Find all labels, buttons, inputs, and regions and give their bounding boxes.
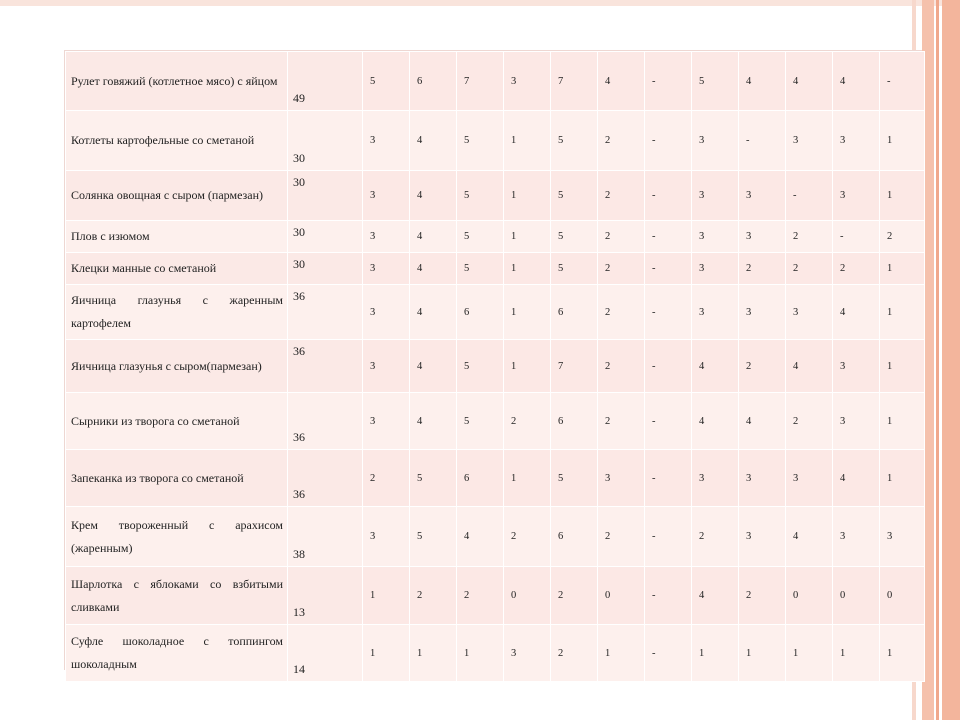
dish-name-cell: Яичница глазунья с жаренным картофелем: [66, 285, 288, 340]
value-cell: 2: [363, 450, 410, 507]
value-cell: 3: [692, 111, 739, 171]
dish-name-cell: Шарлотка с яблоками со взбитыми сливками: [66, 567, 288, 625]
quantity-cell: 38: [288, 507, 363, 567]
value-cell: 3: [739, 221, 786, 253]
value-cell: 2: [410, 567, 457, 625]
value-cell: 1: [504, 111, 551, 171]
value-cell: 2: [504, 393, 551, 450]
value-cell: 2: [598, 393, 645, 450]
value-cell: 1: [504, 171, 551, 221]
value-cell: 0: [504, 567, 551, 625]
value-cell: 2: [457, 567, 504, 625]
table-row: [66, 111, 925, 171]
value-cell: 5: [457, 340, 504, 393]
value-cell: -: [645, 507, 692, 567]
value-cell: 3: [692, 221, 739, 253]
value-cell: 3: [739, 285, 786, 340]
value-cell: -: [645, 625, 692, 682]
value-cell: 1: [504, 221, 551, 253]
table-row: [66, 567, 925, 625]
value-cell: 7: [551, 340, 598, 393]
value-cell: 5: [551, 111, 598, 171]
value-cell: 3: [692, 253, 739, 285]
value-cell: 3: [786, 450, 833, 507]
value-cell: 1: [598, 625, 645, 682]
value-cell: 2: [598, 111, 645, 171]
value-cell: 2: [692, 507, 739, 567]
dish-name-cell: Суфле шоколадное с топпингом шоколадным: [66, 625, 288, 682]
value-cell: 3: [363, 393, 410, 450]
value-cell: 6: [551, 285, 598, 340]
value-cell: -: [645, 450, 692, 507]
value-cell: 4: [457, 507, 504, 567]
value-cell: 1: [410, 625, 457, 682]
value-cell: 2: [833, 253, 880, 285]
value-cell: 4: [786, 340, 833, 393]
value-cell: 2: [551, 567, 598, 625]
value-cell: 2: [598, 340, 645, 393]
value-cell: 1: [880, 285, 925, 340]
value-cell: 3: [739, 450, 786, 507]
value-cell: 4: [410, 221, 457, 253]
quantity-cell: 30: [288, 253, 363, 285]
value-cell: 4: [833, 450, 880, 507]
quantity-cell: 13: [288, 567, 363, 625]
value-cell: 3: [504, 625, 551, 682]
value-cell: 1: [880, 393, 925, 450]
value-cell: 3: [363, 171, 410, 221]
value-cell: 3: [833, 340, 880, 393]
quantity-cell: 36: [288, 450, 363, 507]
value-cell: 2: [598, 507, 645, 567]
table-row: [66, 340, 925, 393]
value-cell: 5: [551, 221, 598, 253]
value-cell: 2: [598, 221, 645, 253]
table-row: [66, 171, 925, 221]
dish-name-cell: Сырники из творога со сметаной: [66, 393, 288, 450]
value-cell: -: [833, 221, 880, 253]
value-cell: 3: [504, 52, 551, 111]
quantity-cell: 30: [288, 221, 363, 253]
value-cell: 5: [551, 450, 598, 507]
value-cell: 2: [598, 285, 645, 340]
value-cell: 4: [410, 393, 457, 450]
value-cell: 1: [880, 253, 925, 285]
value-cell: 3: [692, 450, 739, 507]
value-cell: -: [645, 393, 692, 450]
value-cell: 1: [786, 625, 833, 682]
value-cell: 3: [363, 507, 410, 567]
value-cell: -: [645, 567, 692, 625]
value-cell: 4: [410, 340, 457, 393]
dish-name-cell: Яичница глазунья с сыром(пармезан): [66, 340, 288, 393]
value-cell: 5: [457, 171, 504, 221]
value-cell: -: [645, 171, 692, 221]
dish-name-cell: Клецки манные со сметаной: [66, 253, 288, 285]
table-row: [66, 221, 925, 253]
value-cell: 4: [410, 253, 457, 285]
value-cell: 4: [692, 567, 739, 625]
value-cell: 4: [410, 111, 457, 171]
value-cell: 6: [551, 393, 598, 450]
value-cell: 1: [880, 171, 925, 221]
value-cell: 2: [598, 171, 645, 221]
value-cell: 5: [551, 171, 598, 221]
value-cell: 3: [786, 111, 833, 171]
table-row: [66, 393, 925, 450]
value-cell: 6: [410, 52, 457, 111]
value-cell: 2: [786, 221, 833, 253]
value-cell: 1: [504, 253, 551, 285]
value-cell: 3: [692, 171, 739, 221]
dish-name-cell: Крем твороженный с арахисом (жаренным): [66, 507, 288, 567]
value-cell: 5: [692, 52, 739, 111]
value-cell: 6: [457, 450, 504, 507]
value-cell: 1: [880, 450, 925, 507]
quantity-cell: 14: [288, 625, 363, 682]
dish-name-cell: Рулет говяжий (котлетное мясо) с яйцом: [66, 52, 288, 111]
value-cell: 4: [786, 507, 833, 567]
value-cell: 4: [692, 393, 739, 450]
value-cell: 3: [880, 507, 925, 567]
value-cell: 4: [739, 393, 786, 450]
table-row: [66, 450, 925, 507]
value-cell: -: [880, 52, 925, 111]
value-cell: 1: [833, 625, 880, 682]
value-cell: 3: [739, 507, 786, 567]
value-cell: 4: [833, 285, 880, 340]
value-cell: 4: [833, 52, 880, 111]
value-cell: 3: [833, 507, 880, 567]
value-cell: -: [645, 111, 692, 171]
quantity-cell: 49: [288, 52, 363, 111]
value-cell: 1: [504, 285, 551, 340]
value-cell: 1: [880, 111, 925, 171]
quantity-cell: 36: [288, 340, 363, 393]
value-cell: -: [645, 285, 692, 340]
table-row: [66, 507, 925, 567]
value-cell: 6: [551, 507, 598, 567]
nutrition-table: [64, 50, 922, 676]
value-cell: 2: [504, 507, 551, 567]
value-cell: 3: [692, 285, 739, 340]
value-cell: -: [786, 171, 833, 221]
value-cell: 3: [363, 221, 410, 253]
value-cell: 0: [880, 567, 925, 625]
value-cell: 0: [786, 567, 833, 625]
value-cell: -: [645, 253, 692, 285]
dish-name-cell: Солянка овощная с сыром (пармезан): [66, 171, 288, 221]
table-row: [66, 52, 925, 111]
quantity-cell: 36: [288, 285, 363, 340]
value-cell: 3: [598, 450, 645, 507]
value-cell: 2: [739, 340, 786, 393]
value-cell: 4: [786, 52, 833, 111]
value-cell: 2: [598, 253, 645, 285]
value-cell: 2: [739, 567, 786, 625]
dish-name-cell: Котлеты картофельные со сметаной: [66, 111, 288, 171]
value-cell: -: [645, 52, 692, 111]
value-cell: 3: [363, 340, 410, 393]
value-cell: 3: [739, 171, 786, 221]
value-cell: 5: [410, 507, 457, 567]
value-cell: 1: [739, 625, 786, 682]
value-cell: 5: [410, 450, 457, 507]
value-cell: 2: [786, 253, 833, 285]
value-cell: 1: [363, 567, 410, 625]
value-cell: 2: [739, 253, 786, 285]
value-cell: 5: [457, 221, 504, 253]
dish-name-cell: Плов с изюмом: [66, 221, 288, 253]
value-cell: 5: [551, 253, 598, 285]
value-cell: 5: [363, 52, 410, 111]
value-cell: 3: [363, 253, 410, 285]
value-cell: 1: [363, 625, 410, 682]
top-border-decoration: [0, 0, 960, 6]
value-cell: 2: [880, 221, 925, 253]
value-cell: 7: [457, 52, 504, 111]
table-row: [66, 253, 925, 285]
value-cell: 2: [551, 625, 598, 682]
value-cell: 4: [410, 171, 457, 221]
dish-name-cell: Запеканка из творога со сметаной: [66, 450, 288, 507]
value-cell: 1: [457, 625, 504, 682]
value-cell: 7: [551, 52, 598, 111]
value-cell: 4: [410, 285, 457, 340]
quantity-cell: 30: [288, 171, 363, 221]
quantity-cell: 36: [288, 393, 363, 450]
value-cell: 4: [692, 340, 739, 393]
value-cell: 4: [598, 52, 645, 111]
value-cell: 1: [880, 340, 925, 393]
value-cell: 3: [833, 171, 880, 221]
value-cell: 3: [833, 393, 880, 450]
table-row: [66, 285, 925, 340]
value-cell: 3: [363, 111, 410, 171]
nutrition-table-grid: [65, 51, 925, 682]
value-cell: -: [739, 111, 786, 171]
value-cell: 0: [598, 567, 645, 625]
value-cell: 2: [786, 393, 833, 450]
value-cell: 5: [457, 393, 504, 450]
value-cell: 1: [880, 625, 925, 682]
table-row: [66, 625, 925, 682]
value-cell: 3: [833, 111, 880, 171]
value-cell: 4: [739, 52, 786, 111]
value-cell: 1: [504, 450, 551, 507]
value-cell: 3: [363, 285, 410, 340]
quantity-cell: 30: [288, 111, 363, 171]
value-cell: 3: [786, 285, 833, 340]
value-cell: 5: [457, 111, 504, 171]
value-cell: 6: [457, 285, 504, 340]
value-cell: 1: [692, 625, 739, 682]
value-cell: 1: [504, 340, 551, 393]
value-cell: -: [645, 340, 692, 393]
value-cell: -: [645, 221, 692, 253]
value-cell: 0: [833, 567, 880, 625]
value-cell: 5: [457, 253, 504, 285]
